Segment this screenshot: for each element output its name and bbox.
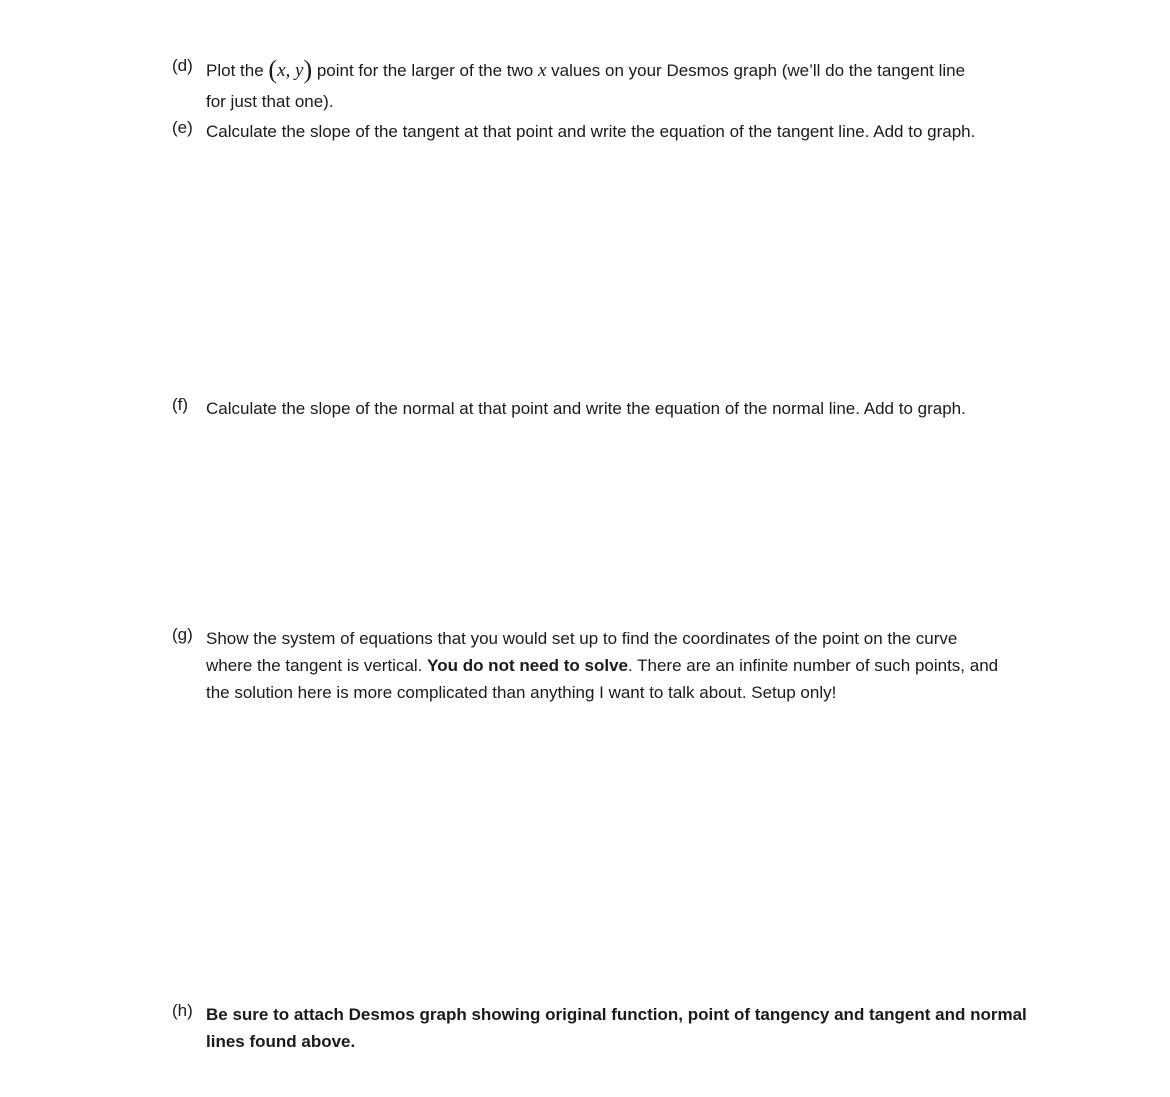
- question-g-text: [206, 625, 1036, 706]
- question-h-label: (h): [172, 1001, 193, 1020]
- math-xy: [268, 55, 313, 84]
- question-f-text: [206, 395, 1036, 422]
- question-d-text-part-3: values on your Desmos graph (we’ll do the tangent line: [551, 61, 966, 80]
- question-d-text-part-1: Plot the: [206, 61, 264, 80]
- math-paren-open: (: [268, 55, 278, 84]
- math-paren-close: ): [303, 55, 313, 84]
- question-d-line-2: for just that one).: [206, 92, 334, 111]
- question-e-line-1: Calculate the slope of the tangent at that point and write the equation of the tangent line. Add to graph.: [206, 122, 976, 141]
- math-x: x: [537, 60, 547, 81]
- question-h-line-2: lines found above.: [206, 1032, 356, 1051]
- question-g-line-1: Show the system of equations that you would set up to find the coordinates of the point on the curve: [206, 629, 958, 648]
- question-h-text: [206, 1001, 1036, 1055]
- question-g-text-part-2: . There are an infinite number of such points, and: [627, 656, 999, 675]
- question-d-text-part-2: point for the larger of the two: [316, 61, 534, 80]
- question-h-line-1: Be sure to attach Desmos graph showing original function, point of tangency and tangent and normal: [206, 1005, 1027, 1024]
- question-f-line-1: Calculate the slope of the normal at that point and write the equation of the normal line. Add to graph.: [206, 399, 966, 418]
- question-d-label: (d): [172, 56, 193, 75]
- question-d-line-1: [206, 52, 1036, 88]
- question-d-text: [206, 52, 1036, 115]
- question-g-line-2: [206, 652, 1036, 679]
- question-f-label: (f): [172, 395, 189, 414]
- math-xy-vars: x, y: [277, 60, 304, 81]
- question-g-text-part-1: where the tangent is vertical.: [206, 656, 428, 675]
- question-e-label: (e): [172, 118, 193, 137]
- question-e-text: [206, 118, 1036, 145]
- question-g-line-3: the solution here is more complicated than anything I want to talk about. Setup only!: [206, 683, 837, 702]
- question-g-label: (g): [172, 625, 193, 644]
- question-g-bold-text: You do not need to solve: [427, 656, 628, 675]
